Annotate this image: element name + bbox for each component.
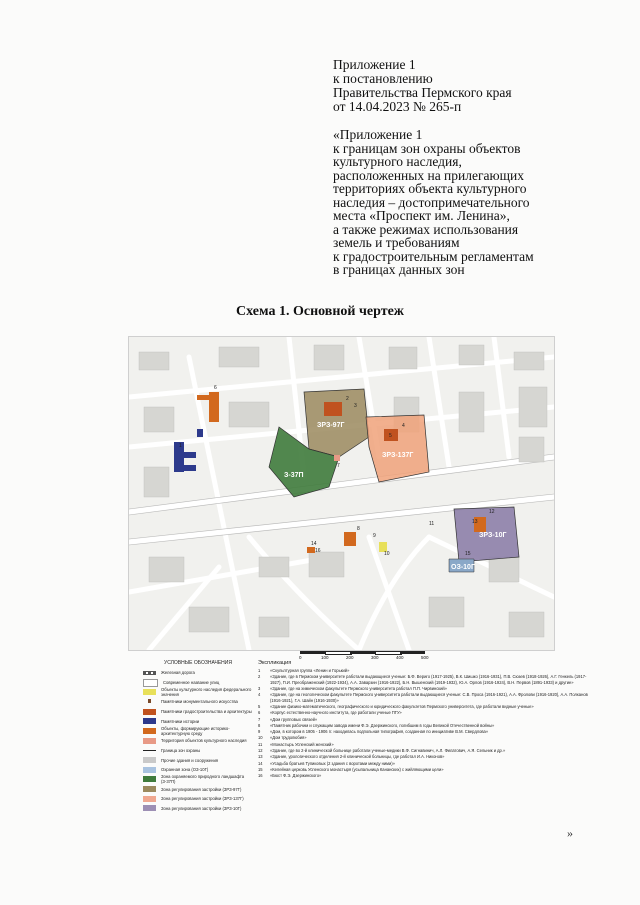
object-number: 13: [472, 519, 478, 525]
explication-row: [258, 735, 588, 740]
header-line: Приложение 1: [333, 57, 416, 72]
explication-number: 12: [258, 748, 263, 754]
appendix-line: в границах данных зон: [333, 262, 465, 277]
explication-number: 8: [258, 722, 261, 728]
object-number: 1: [179, 443, 182, 449]
explication-text: «Келейная церковь Успенского монастыря (усыпальница Кананских) с жийляющими цели»: [270, 766, 444, 772]
scale-segment: [300, 651, 325, 654]
explication-text: «Здание, где в Пермском университете работали выдающиеся ученые: Б.Ф. Вериго (1917-1925), В.К. Шишко (1916-1931), П.В. Сюзев (1918-1926), А.Г. Генкель (1917-1927), П.И. Преображенский (1922-1934), А.А. Заварзин (1916-1922), Б.Н. Вышенский (1919-1932), Ю.А. Орлов (1916-1924), В.Н. Первов (1891-1933) и другие»: [270, 674, 587, 685]
explication-number: 11: [258, 741, 263, 747]
explication-number: 14: [258, 760, 263, 766]
map-drawing[interactable]: [128, 336, 555, 651]
explication-text: «Корпус естественно-научного института, где работали ученые ПГУ»: [270, 710, 402, 716]
object-number: 4: [402, 423, 405, 429]
explication-number: 1: [258, 668, 261, 673]
legend-item: [143, 765, 253, 775]
legend-swatch: [143, 679, 158, 687]
explication-number: 15: [258, 766, 263, 772]
appendix-line: к градостроительным регламентам: [333, 248, 534, 264]
legend-swatch: [143, 738, 156, 744]
object-number: 12: [489, 509, 495, 515]
street-network: [129, 337, 554, 650]
legend-swatch: [143, 776, 156, 782]
appendix-heading: [333, 128, 623, 277]
appendix-line: а также режимах использования: [333, 221, 519, 237]
legend-label: Зона охраняемого природного ландшафта (З-37П): [161, 774, 245, 785]
next-page-arrow[interactable]: »: [567, 826, 573, 840]
explication-number: 13: [258, 754, 263, 760]
explication-text: «Здание, где на химическом факультете Пермского университета работал П.П. Чирвинский»: [270, 686, 447, 691]
document-header: [333, 58, 623, 114]
legend-swatch: [143, 757, 156, 763]
explication-text: «Памятник рабочим и служащим завода имени Ф.Э. Дзержинского, погибшим в годы Великой Отечественной войны»: [270, 722, 495, 728]
legend-item: [143, 794, 253, 804]
legend-label: Железная дорога: [161, 670, 195, 676]
object-number: 11: [429, 521, 435, 527]
legend-label: Охранная зона (ОЗ-10Г): [161, 767, 209, 773]
legend-label: Памятники градостроительства и архитектуры: [161, 709, 252, 715]
scale-tick: 0: [299, 655, 302, 660]
legend-swatch: [143, 805, 156, 811]
appendix-line: места «Проспект им. Ленина»,: [333, 208, 510, 223]
legend-item: [143, 736, 253, 746]
explication: [258, 660, 588, 780]
explication-row: [258, 710, 588, 715]
legend-swatch: [143, 796, 156, 802]
object-number: 3: [354, 403, 357, 409]
legend-item: [143, 707, 253, 717]
explication-row: [258, 686, 588, 691]
header-line: от 14.04.2023 № 265-п: [333, 99, 462, 114]
explication-text: «Скульптурная группа «Ленин и Горький»: [270, 668, 350, 673]
legend-swatch: [143, 718, 156, 724]
legend-item: [143, 755, 253, 765]
object-number: 10: [384, 551, 390, 557]
explication-text: «Усадьба братьев Тупиковых (2 здания с воротами между ними)»: [270, 760, 395, 766]
zone-label: ОЗ-10Г: [451, 564, 475, 571]
object-number: 5: [389, 433, 392, 439]
zone-label: ЗРЗ-10Г: [479, 532, 507, 539]
legend-swatch: [143, 750, 156, 751]
scale-tick: 300: [371, 655, 379, 660]
zone-label: ЗРЗ-97Г: [317, 422, 345, 429]
legend-item: [143, 697, 253, 707]
object-number: 7: [337, 463, 340, 469]
explication-row: [258, 761, 588, 766]
explication-text: «Дом, в котором в 1905 - 1906 гг. находилась подпольная типография, созданная по инициативе В.М. Свердлова»: [270, 729, 489, 735]
object-number: 6: [214, 385, 217, 391]
legend-item: [143, 716, 253, 726]
legend-swatch: [143, 767, 156, 773]
explication-number: 3: [258, 686, 261, 691]
explication-number: 2: [258, 674, 261, 680]
explication-row: [258, 692, 588, 703]
appendix-line: территориях объекта культурного: [333, 181, 527, 196]
explication-row: [258, 723, 588, 728]
legend-label: Памятники истории: [161, 718, 200, 724]
explication-text: «Здание, где во 2-й клинической больнице работали ученые-медики В.Ф. Сигнавинич, А.Л. Филатович, А.Я. Сельник и др.»: [270, 748, 506, 754]
explication-text: «Дом трудолюбия»: [270, 735, 307, 741]
header-line: к постановлению: [333, 71, 433, 86]
explication-number: 7: [258, 716, 261, 722]
legend-item: [143, 726, 253, 736]
explication-row: [258, 748, 588, 753]
scheme-title: Схема 1. Основной чертеж: [236, 304, 404, 319]
legend-label: Граница зон охраны: [161, 747, 201, 753]
header-line: Правительства Пермского края: [333, 85, 512, 100]
legend-label: Прочие здания и сооружения: [161, 757, 219, 763]
object-number: 8: [357, 526, 360, 532]
explication-row: [258, 767, 588, 772]
legend-label: Зона регулирования застройки (ЗРЗ-10Г): [161, 805, 242, 811]
explication-number: 10: [258, 735, 263, 741]
legend-swatch: [143, 689, 156, 695]
legend-item: [143, 775, 253, 785]
appendix-line: культурного наследия,: [333, 154, 462, 169]
map-legend: [143, 660, 253, 813]
explication-number: 5: [258, 704, 261, 709]
explication-text: «Дом групповых связей»: [270, 716, 318, 722]
legend-item: [143, 668, 253, 678]
appendix-line: расположенных на прилегающих: [333, 167, 524, 183]
scale-tick: 100: [321, 655, 329, 660]
explication-text: «Здание физико-математического, географического и юридического факультетов Пермского университета, где работали видные ученые»: [270, 704, 534, 709]
object-number: 16: [315, 548, 321, 554]
explication-row: [258, 742, 588, 747]
appendix-line: к границам зон охраны объектов: [333, 140, 521, 156]
scale-tick: 200: [346, 655, 354, 660]
legend-swatch: [143, 786, 156, 792]
legend-swatch: [143, 671, 156, 675]
legend-item: [143, 784, 253, 794]
zone-label: ЗРЗ-137Г: [382, 452, 414, 459]
legend-item: [143, 678, 253, 688]
legend-label: Зона регулирования застройки (ЗРЗ-137Г): [161, 796, 244, 802]
zone-label: З-37П: [284, 472, 304, 479]
object-number: 14: [311, 541, 317, 547]
appendix-line: «Приложение 1: [333, 127, 423, 142]
explication-title: Экспликация: [258, 660, 292, 666]
legend-item: [143, 687, 253, 697]
explication-row: [258, 773, 588, 778]
legend-swatch: [143, 709, 156, 715]
explication-row: [258, 674, 588, 685]
legend-item: [143, 804, 253, 814]
legend-label: Памятники монументального искусства: [161, 699, 238, 705]
appendix-line: земель и требованиям: [333, 235, 460, 250]
legend-label: Территория объектов культурного наследия: [161, 738, 247, 744]
legend-label: Объекты, формирующие историко-архитектурную среду: [161, 725, 230, 736]
legend-swatch: [143, 728, 156, 734]
explication-row: [258, 717, 588, 722]
legend-label: Зона регулирования застройки (ЗРЗ-97Г): [161, 786, 242, 792]
object-number: 9: [373, 533, 376, 539]
explication-number: 9: [258, 729, 261, 735]
explication-text: «Здание, урологического отделения 2-й клинической больницы, где работал И.А. Никонов»: [270, 754, 445, 760]
explication-text: «Монастырь Успенский женский»: [270, 741, 334, 747]
scale-segment: [400, 651, 425, 654]
explication-row: [258, 754, 588, 759]
explication-number: 16: [258, 773, 263, 779]
object-number: 15: [465, 551, 471, 557]
scale-tick: 500: [421, 655, 429, 660]
explication-number: 6: [258, 710, 261, 716]
legend-label: Современное название улиц: [163, 680, 220, 686]
object-number: 2: [346, 396, 349, 402]
legend-label: Объекты культурного наследия федерального значения: [161, 687, 252, 698]
legend-title: УСЛОВНЫЕ ОБОЗНАЧЕНИЯ: [164, 660, 232, 666]
zone-zrz-137g[interactable]: [366, 415, 429, 482]
appendix-line: наследия – достопримечательного: [333, 194, 530, 210]
explication-row: [258, 668, 588, 673]
map-svg: [129, 337, 554, 650]
explication-text: «Бюст Ф.Э. Дзержинского»: [270, 773, 322, 779]
explication-row: [258, 729, 588, 734]
explication-text: «Здание, где на геологическом факультете Пермского университета работали выдающиеся ученые: С.В. Проса (1916-1921), А.А. Фролови (1916-1920), А.А. Полканов (1916-1921), Г.А. Шайн (1916-1930)»: [270, 692, 588, 703]
legend-item: [143, 746, 253, 756]
explication-row: [258, 704, 588, 709]
explication-number: 4: [258, 692, 261, 698]
scale-tick: 400: [396, 655, 404, 660]
legend-swatch: [143, 699, 156, 705]
scale-segment: [350, 651, 375, 654]
